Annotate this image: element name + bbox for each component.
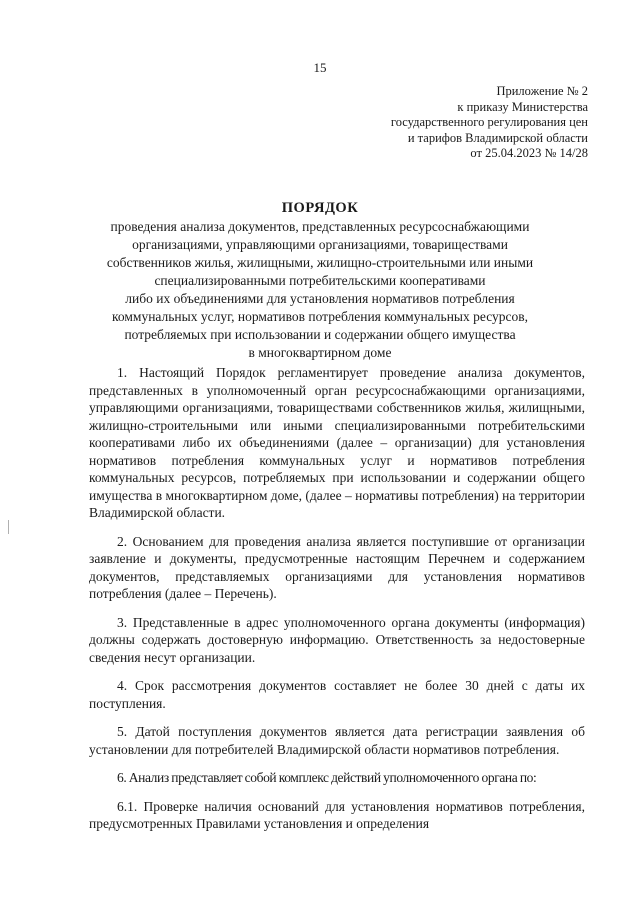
- page-number: 15: [313, 60, 327, 75]
- scan-margin-mark: [8, 520, 9, 534]
- subtitle-line: организациями, управляющими организациями, товариществами: [132, 237, 508, 252]
- appendix-line: и тарифов Владимирской области: [407, 130, 588, 145]
- appendix-line: государственного регулирования цен: [390, 115, 588, 129]
- paragraph-4: 4. Срок рассмотрения документов составляет не более 30 дней с даты их поступления.: [89, 678, 585, 711]
- subtitle-line: в многоквартирном доме: [248, 345, 392, 360]
- subtitle-line: либо их объединениями для установления нормативов потребления: [125, 291, 515, 306]
- paragraph-6: 6. Анализ представляет собой комплекс действий уполномоченного органа по:: [117, 770, 537, 785]
- document-title: ПОРЯДОК: [281, 200, 359, 216]
- paragraph-3: 3. Представленные в адрес уполномоченного органа документы (информация) должны содержать достоверную информацию. Ответственность за недостоверные сведения несут организации.: [89, 614, 585, 665]
- paragraph-1: 1. Настоящий Порядок регламентирует проведение анализа документов, представленных в уполномоченный орган ресурсоснабжающими организациями, управляющими организациями, товариществами собственников жилья, жилищными, жилищно-строительными или иными специализированными потребительскими кооперативами либо их объединениями (далее – организации) для установления нормативов потребления коммунальных услуг и нормативов потребления коммунальных ресурсов, потребляемых при использовании и содержании общего имущества в многоквартирном доме, (далее – нормативы потребления) на территории Владимирской области.: [89, 365, 585, 520]
- subtitle-line: коммунальных услуг, нормативов потребления коммунальных ресурсов,: [112, 309, 528, 324]
- document-body: [89, 364, 585, 844]
- appendix-line: Приложение № 2: [496, 84, 588, 98]
- paragraph-5: 5. Датой поступления документов является дата регистрации заявления об установлении для потребителей Владимирской области нормативов потребления.: [89, 724, 585, 757]
- subtitle-line: специализированными потребительскими кооперативами: [154, 273, 486, 288]
- appendix-line: к приказу Министерства: [457, 99, 588, 114]
- document-subtitle: [0, 218, 640, 362]
- subtitle-line: потребляемых при использовании и содержании общего имущества: [124, 327, 516, 342]
- appendix-line: от 25.04.2023 № 14/28: [470, 146, 588, 160]
- paragraph-6-1: 6.1. Проверке наличия оснований для установления нормативов потребления, предусмотренных Правилами установления и определения: [89, 798, 585, 831]
- paragraph-2: 2. Основанием для проведения анализа является поступившие от организации заявление и документы, предусмотренные настоящим Перечнем и содержанием документов, представляемых организациями для установления нормативов потребления (далее – Перечень).: [89, 533, 585, 601]
- subtitle-line: проведения анализа документов, представленных ресурсоснабжающими: [110, 219, 530, 234]
- appendix-header: [391, 84, 588, 162]
- subtitle-line: собственников жилья, жилищными, жилищно-строительными или иными: [106, 255, 534, 270]
